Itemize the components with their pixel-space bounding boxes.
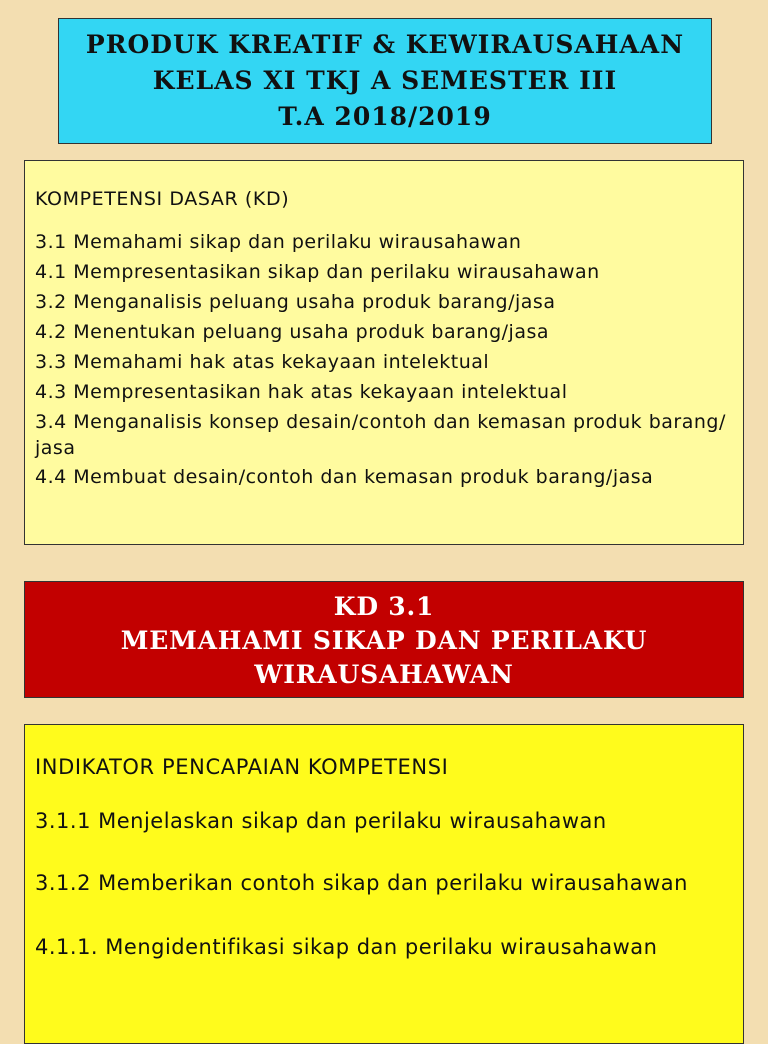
indikator-item: 4.1.1. Mengidentifikasi sikap dan perilaku wirausahawan bbox=[35, 935, 658, 959]
kd-item: 3.4 Menganalisis konsep desain/contoh dan kemasan produk barang/ jasa bbox=[35, 411, 726, 459]
title-banner bbox=[58, 18, 712, 144]
indikator-heading: INDIKATOR PENCAPAIAN KOMPETENSI bbox=[35, 755, 449, 779]
indikator-item: 3.1.2 Memberikan contoh sikap dan perilaku wirausahawan bbox=[35, 871, 688, 895]
kd-item: 3.1 Memahami sikap dan perilaku wirausahawan bbox=[35, 231, 522, 253]
indikator-box bbox=[24, 724, 744, 1044]
kd-3-1-number: KD 3.1 bbox=[333, 592, 435, 621]
kd-item: 3.3 Memahami hak atas kekayaan intelektual bbox=[35, 351, 490, 373]
kompetensi-dasar-box bbox=[24, 160, 744, 545]
kd-item: 4.3 Mempresentasikan hak atas kekayaan intelektual bbox=[35, 381, 568, 403]
indikator-list bbox=[35, 807, 731, 960]
kd-list bbox=[35, 229, 731, 490]
kd-item: 4.2 Menentukan peluang usaha produk barang/jasa bbox=[35, 321, 550, 343]
kd-3-1-title-line-2: WIRAUSAHAWAN bbox=[254, 660, 514, 689]
kd-3-1-title-line-1: MEMAHAMI SIKAP DAN PERILAKU bbox=[120, 626, 648, 655]
kd-item: 4.4 Membuat desain/contoh dan kemasan produk barang/jasa bbox=[35, 466, 654, 488]
title-line-1: PRODUK KREATIF & KEWIRAUSAHAAN bbox=[85, 30, 685, 59]
title-line-3: T.A 2018/2019 bbox=[278, 102, 492, 131]
kd-3-1-banner bbox=[24, 581, 744, 698]
kd-item: 3.2 Menganalisis peluang usaha produk barang/jasa bbox=[35, 291, 556, 313]
kd-heading: KOMPETENSI DASAR (KD) bbox=[35, 188, 290, 210]
title-line-2: KELAS XI TKJ A SEMESTER III bbox=[152, 66, 618, 95]
indikator-item: 3.1.1 Menjelaskan sikap dan perilaku wirausahawan bbox=[35, 809, 607, 833]
kd-item: 4.1 Mempresentasikan sikap dan perilaku wirausahawan bbox=[35, 261, 600, 283]
